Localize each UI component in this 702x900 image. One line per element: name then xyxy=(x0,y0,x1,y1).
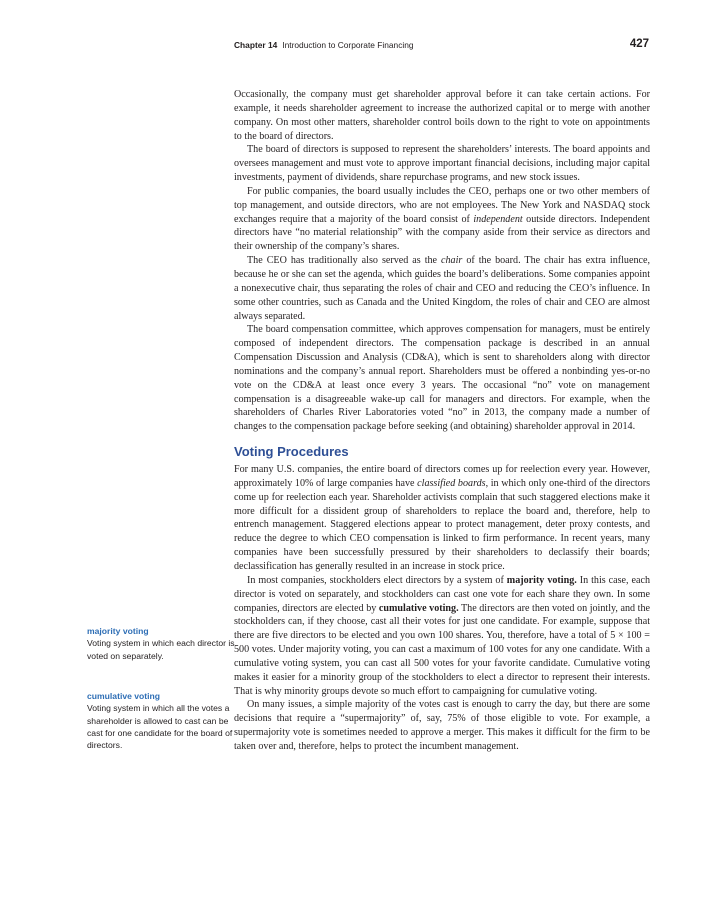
main-text xyxy=(234,88,650,754)
paragraph: The CEO has traditionally also served as the chair of the board. The chair has extra influence, because he or she can set the agenda, which guides the board’s deliberations. Some companies appoint a nonexecutive chair, thus separating the roles of chair and CEO and reducing the CEO’s influence. In some other countries, such as Canada and the United Kingdom, the roles of chair and CEO are almost always separated. xyxy=(234,255,650,322)
paragraph: In most companies, stockholders elect directors by a system of majority voting. In this case, each director is voted on separately, and stockholders can cast one vote for each share they own. In some companies, directors are elected by cumulative voting. The directors are then voted on jointly, and the stockholders can, if they choose, cast all their votes for just one candidate. For example, suppose that there are five directors to be elected and you own 100 shares. You, therefore, have a total of 5 × 100 = 500 votes. Under majority voting, you can cast a maximum of 100 votes for any one candidate. With a cumulative voting system, you can cast all 500 votes for your favorite candidate. Cumulative voting makes it easier for a minority group of the stockholders to elect a director to represent their interests. That is why minority groups devote so much effort to campaigning for cumulative voting. xyxy=(234,574,650,697)
margin-note-cumulative-voting xyxy=(87,690,235,751)
paragraph: For many U.S. companies, the entire board of directors comes up for reelection every year. However, approximately 10% of large companies have classified boards, in which only one-third of the directors come up for reelection each year. Shareholder activists complain that such staggered elections make it more difficult for a dissident group of shareholders to replace the board and, therefore, help to entrench management. Staggered elections appear to protect management, deter proxy contests, and reduce the degree to which CEO compensation is linked to firm performance. In recent years, many companies have been successfully pressured by their shareholders to declassify their boards; declassification has generally resulted in an increase in stock price. xyxy=(234,464,651,572)
margin-term: cumulative voting xyxy=(87,691,161,701)
paragraph: The board of directors is supposed to represent the shareholders’ interests. The board appoints and oversees management and must vote to approve important financial decisions, including major capital investments, payment of dividends, share repurchase programs, and new stock issues. xyxy=(234,144,650,184)
paragraph: On many issues, a simple majority of the votes cast is enough to carry the day, but there are some decisions that require a “supermajority” of, say, 75% of those eligible to vote. For example, a supermajority vote is sometimes needed to approve a merger. This makes it difficult for the firm to be taken over and, therefore, helps to protect the incumbent management. xyxy=(234,699,650,752)
page-number: 427 xyxy=(629,38,649,50)
paragraph: For public companies, the board usually includes the CEO, perhaps one or two other members of top management, and outside directors, who are not employees. The New York and NASDAQ stock exchanges require that a majority of the board consist of independent outside directors. Independent directors have “no material relationship” with the company aside from their service as directors and their ownership of the company’s shares. xyxy=(234,185,650,253)
paragraph: Occasionally, the company must get shareholder approval before it can take certain actions. For example, it needs shareholder agreement to increase the authorized capital or to merge with another company. On most other matters, shareholder control boils down to the right to vote on appointments to the board of directors. xyxy=(234,89,650,142)
paragraph: The board compensation committee, which approves compensation for managers, must be entirely composed of independent directors. The compensation package is described in an annual Compensation Discussion and Analysis (CD&A), which is sent to shareholders along with director nominations and the company’s annual report. Shareholders must be offered a nonbinding yes-or-no vote on the CD&A at least once every 3 years. The occasional “no” vote on management compensation is a disagreeable wake-up call for managers and directors. For example, when the shareholders of Charles River Laboratories voted “no” in 2013, the company made a number of changes to the compensation package before seeking (and obtaining) shareholder approval in 2014. xyxy=(234,324,650,433)
margin-definition: Voting system in which all the votes a shareholder is allowed to cast can be cast for one candidate for the board of directors. xyxy=(87,703,233,751)
page-header xyxy=(234,40,652,54)
margin-definition: Voting system in which each director is voted on separately. xyxy=(87,638,235,661)
margin-note-majority-voting xyxy=(87,625,235,662)
margin-term: majority voting xyxy=(87,626,149,636)
chapter-title: Introduction to Corporate Financing xyxy=(282,40,414,50)
section-heading: Voting Procedures xyxy=(234,444,349,460)
chapter-label: Chapter 14 xyxy=(234,40,278,50)
